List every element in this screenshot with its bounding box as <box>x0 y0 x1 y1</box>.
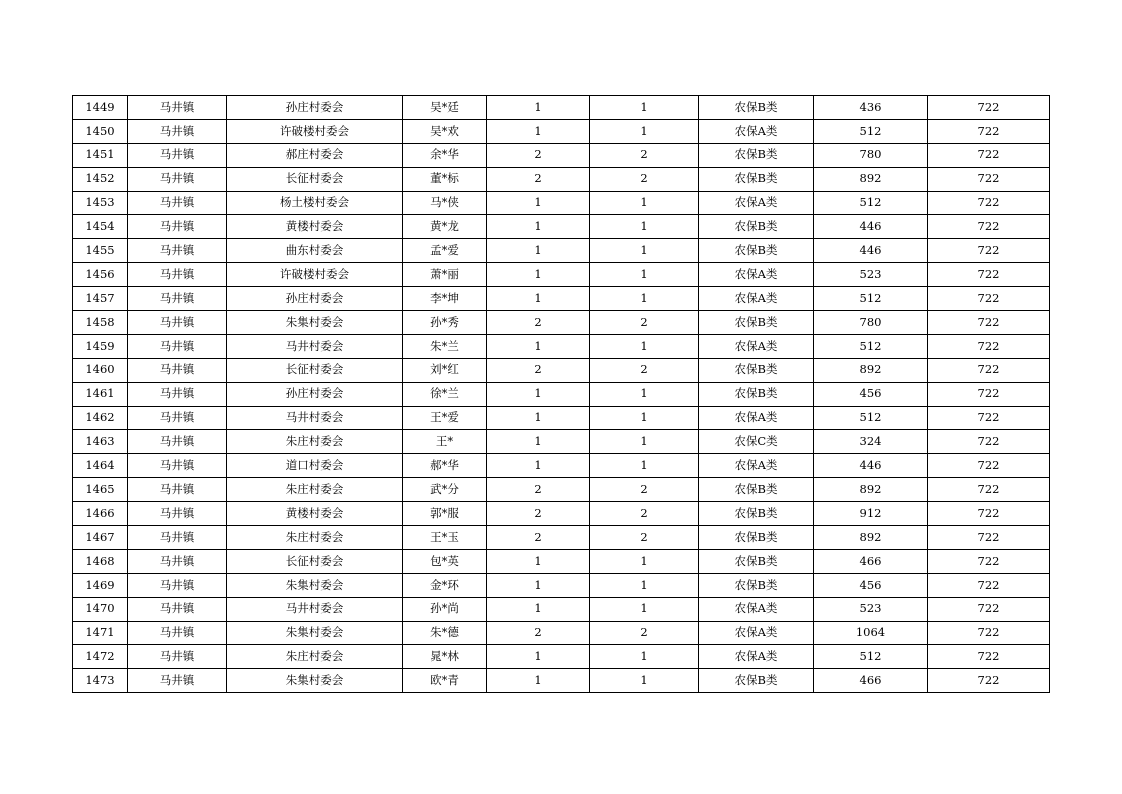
row-number-cell: 1451 <box>73 143 128 167</box>
person-count-cell: 1 <box>590 382 699 406</box>
amount-cell: 512 <box>814 406 928 430</box>
household-count-cell: 1 <box>487 430 590 454</box>
table-row <box>73 263 1050 287</box>
standard-cell: 722 <box>928 645 1050 669</box>
person-count-cell: 1 <box>590 406 699 430</box>
row-number-cell: 1471 <box>73 621 128 645</box>
household-count-cell: 1 <box>487 96 590 120</box>
town-cell: 马井镇 <box>128 526 227 550</box>
village-committee-cell: 孙庄村委会 <box>227 287 403 311</box>
table-row <box>73 573 1050 597</box>
name-cell: 王*爱 <box>403 406 487 430</box>
village-committee-cell: 道口村委会 <box>227 454 403 478</box>
amount-cell: 446 <box>814 215 928 239</box>
household-count-cell: 1 <box>487 191 590 215</box>
town-cell: 马井镇 <box>128 167 227 191</box>
name-cell: 武*分 <box>403 478 487 502</box>
row-number-cell: 1453 <box>73 191 128 215</box>
standard-cell: 722 <box>928 191 1050 215</box>
name-cell: 刘*红 <box>403 358 487 382</box>
town-cell: 马井镇 <box>128 215 227 239</box>
name-cell: 孟*爱 <box>403 239 487 263</box>
table-row <box>73 119 1050 143</box>
row-number-cell: 1460 <box>73 358 128 382</box>
category-cell: 农保B类 <box>699 239 814 263</box>
category-cell: 农保A类 <box>699 191 814 215</box>
amount-cell: 892 <box>814 478 928 502</box>
standard-cell: 722 <box>928 621 1050 645</box>
standard-cell: 722 <box>928 406 1050 430</box>
village-committee-cell: 许破楼村委会 <box>227 119 403 143</box>
row-number-cell: 1469 <box>73 573 128 597</box>
name-cell: 余*华 <box>403 143 487 167</box>
name-cell: 马*侠 <box>403 191 487 215</box>
household-count-cell: 1 <box>487 263 590 287</box>
category-cell: 农保B类 <box>699 143 814 167</box>
village-committee-cell: 马井村委会 <box>227 334 403 358</box>
person-count-cell: 2 <box>590 502 699 526</box>
row-number-cell: 1470 <box>73 597 128 621</box>
category-cell: 农保A类 <box>699 263 814 287</box>
name-cell: 黄*龙 <box>403 215 487 239</box>
town-cell: 马井镇 <box>128 263 227 287</box>
row-number-cell: 1455 <box>73 239 128 263</box>
name-cell: 孙*尚 <box>403 597 487 621</box>
category-cell: 农保B类 <box>699 526 814 550</box>
household-count-cell: 1 <box>487 573 590 597</box>
category-cell: 农保B类 <box>699 167 814 191</box>
town-cell: 马井镇 <box>128 454 227 478</box>
table-body <box>73 96 1050 693</box>
category-cell: 农保A类 <box>699 597 814 621</box>
name-cell: 朱*兰 <box>403 334 487 358</box>
name-cell: 欧*青 <box>403 669 487 693</box>
village-committee-cell: 曲东村委会 <box>227 239 403 263</box>
household-count-cell: 1 <box>487 669 590 693</box>
household-count-cell: 2 <box>487 502 590 526</box>
amount-cell: 523 <box>814 597 928 621</box>
amount-cell: 892 <box>814 526 928 550</box>
household-count-cell: 1 <box>487 119 590 143</box>
person-count-cell: 2 <box>590 478 699 502</box>
person-count-cell: 1 <box>590 287 699 311</box>
household-count-cell: 1 <box>487 334 590 358</box>
standard-cell: 722 <box>928 215 1050 239</box>
town-cell: 马井镇 <box>128 358 227 382</box>
table-row <box>73 334 1050 358</box>
category-cell: 农保B类 <box>699 549 814 573</box>
name-cell: 晁*林 <box>403 645 487 669</box>
row-number-cell: 1463 <box>73 430 128 454</box>
household-count-cell: 2 <box>487 167 590 191</box>
standard-cell: 722 <box>928 263 1050 287</box>
category-cell: 农保B类 <box>699 358 814 382</box>
town-cell: 马井镇 <box>128 239 227 263</box>
name-cell: 金*环 <box>403 573 487 597</box>
standard-cell: 722 <box>928 143 1050 167</box>
category-cell: 农保B类 <box>699 215 814 239</box>
village-committee-cell: 黄楼村委会 <box>227 502 403 526</box>
table-row <box>73 311 1050 335</box>
household-count-cell: 1 <box>487 382 590 406</box>
table-row <box>73 287 1050 311</box>
row-number-cell: 1472 <box>73 645 128 669</box>
table-row <box>73 454 1050 478</box>
town-cell: 马井镇 <box>128 382 227 406</box>
person-count-cell: 2 <box>590 621 699 645</box>
amount-cell: 466 <box>814 549 928 573</box>
town-cell: 马井镇 <box>128 287 227 311</box>
category-cell: 农保B类 <box>699 96 814 120</box>
village-committee-cell: 长征村委会 <box>227 358 403 382</box>
row-number-cell: 1467 <box>73 526 128 550</box>
household-count-cell: 2 <box>487 143 590 167</box>
row-number-cell: 1452 <box>73 167 128 191</box>
row-number-cell: 1449 <box>73 96 128 120</box>
category-cell: 农保A类 <box>699 119 814 143</box>
amount-cell: 456 <box>814 573 928 597</box>
village-committee-cell: 朱集村委会 <box>227 669 403 693</box>
amount-cell: 780 <box>814 143 928 167</box>
household-count-cell: 1 <box>487 287 590 311</box>
table-row <box>73 645 1050 669</box>
row-number-cell: 1454 <box>73 215 128 239</box>
person-count-cell: 1 <box>590 645 699 669</box>
amount-cell: 446 <box>814 454 928 478</box>
name-cell: 王*玉 <box>403 526 487 550</box>
town-cell: 马井镇 <box>128 430 227 454</box>
row-number-cell: 1473 <box>73 669 128 693</box>
standard-cell: 722 <box>928 96 1050 120</box>
category-cell: 农保B类 <box>699 382 814 406</box>
amount-cell: 456 <box>814 382 928 406</box>
table-row <box>73 239 1050 263</box>
village-committee-cell: 孙庄村委会 <box>227 96 403 120</box>
town-cell: 马井镇 <box>128 143 227 167</box>
table-row <box>73 406 1050 430</box>
person-count-cell: 1 <box>590 119 699 143</box>
person-count-cell: 2 <box>590 167 699 191</box>
row-number-cell: 1464 <box>73 454 128 478</box>
person-count-cell: 1 <box>590 669 699 693</box>
household-count-cell: 2 <box>487 358 590 382</box>
standard-cell: 722 <box>928 526 1050 550</box>
standard-cell: 722 <box>928 358 1050 382</box>
household-count-cell: 1 <box>487 454 590 478</box>
village-committee-cell: 朱集村委会 <box>227 573 403 597</box>
village-committee-cell: 朱庄村委会 <box>227 645 403 669</box>
household-count-cell: 1 <box>487 645 590 669</box>
row-number-cell: 1456 <box>73 263 128 287</box>
household-count-cell: 2 <box>487 311 590 335</box>
row-number-cell: 1459 <box>73 334 128 358</box>
category-cell: 农保A类 <box>699 334 814 358</box>
row-number-cell: 1465 <box>73 478 128 502</box>
standard-cell: 722 <box>928 454 1050 478</box>
town-cell: 马井镇 <box>128 406 227 430</box>
village-committee-cell: 杨土楼村委会 <box>227 191 403 215</box>
amount-cell: 1064 <box>814 621 928 645</box>
spreadsheet-page <box>72 95 1050 693</box>
household-count-cell: 1 <box>487 406 590 430</box>
table-row <box>73 215 1050 239</box>
category-cell: 农保B类 <box>699 573 814 597</box>
village-committee-cell: 孙庄村委会 <box>227 382 403 406</box>
village-committee-cell: 朱集村委会 <box>227 311 403 335</box>
category-cell: 农保A类 <box>699 645 814 669</box>
table-row <box>73 430 1050 454</box>
amount-cell: 512 <box>814 287 928 311</box>
category-cell: 农保B类 <box>699 311 814 335</box>
person-count-cell: 1 <box>590 239 699 263</box>
town-cell: 马井镇 <box>128 191 227 215</box>
row-number-cell: 1466 <box>73 502 128 526</box>
village-committee-cell: 黄楼村委会 <box>227 215 403 239</box>
town-cell: 马井镇 <box>128 573 227 597</box>
person-count-cell: 1 <box>590 334 699 358</box>
standard-cell: 722 <box>928 311 1050 335</box>
standard-cell: 722 <box>928 334 1050 358</box>
standard-cell: 722 <box>928 287 1050 311</box>
standard-cell: 722 <box>928 573 1050 597</box>
table-row <box>73 478 1050 502</box>
household-count-cell: 1 <box>487 215 590 239</box>
household-count-cell: 1 <box>487 549 590 573</box>
standard-cell: 722 <box>928 239 1050 263</box>
table-row <box>73 96 1050 120</box>
category-cell: 农保A类 <box>699 454 814 478</box>
row-number-cell: 1468 <box>73 549 128 573</box>
standard-cell: 722 <box>928 669 1050 693</box>
amount-cell: 436 <box>814 96 928 120</box>
table-row <box>73 143 1050 167</box>
table-row <box>73 502 1050 526</box>
standard-cell: 722 <box>928 119 1050 143</box>
person-count-cell: 1 <box>590 430 699 454</box>
village-committee-cell: 朱庄村委会 <box>227 478 403 502</box>
household-count-cell: 2 <box>487 478 590 502</box>
amount-cell: 324 <box>814 430 928 454</box>
village-committee-cell: 朱庄村委会 <box>227 430 403 454</box>
town-cell: 马井镇 <box>128 597 227 621</box>
name-cell: 董*标 <box>403 167 487 191</box>
name-cell: 吴*廷 <box>403 96 487 120</box>
town-cell: 马井镇 <box>128 669 227 693</box>
village-committee-cell: 长征村委会 <box>227 549 403 573</box>
row-number-cell: 1458 <box>73 311 128 335</box>
table-row <box>73 597 1050 621</box>
person-count-cell: 1 <box>590 597 699 621</box>
village-committee-cell: 长征村委会 <box>227 167 403 191</box>
person-count-cell: 1 <box>590 96 699 120</box>
household-count-cell: 1 <box>487 597 590 621</box>
table-row <box>73 526 1050 550</box>
amount-cell: 446 <box>814 239 928 263</box>
town-cell: 马井镇 <box>128 549 227 573</box>
village-committee-cell: 许破楼村委会 <box>227 263 403 287</box>
category-cell: 农保A类 <box>699 287 814 311</box>
village-committee-cell: 朱庄村委会 <box>227 526 403 550</box>
table-row <box>73 669 1050 693</box>
person-count-cell: 2 <box>590 143 699 167</box>
data-table <box>72 95 1050 693</box>
town-cell: 马井镇 <box>128 119 227 143</box>
amount-cell: 523 <box>814 263 928 287</box>
standard-cell: 722 <box>928 549 1050 573</box>
table-row <box>73 191 1050 215</box>
person-count-cell: 1 <box>590 215 699 239</box>
name-cell: 包*英 <box>403 549 487 573</box>
amount-cell: 512 <box>814 191 928 215</box>
household-count-cell: 2 <box>487 526 590 550</box>
name-cell: 孙*秀 <box>403 311 487 335</box>
amount-cell: 892 <box>814 167 928 191</box>
name-cell: 郝*华 <box>403 454 487 478</box>
person-count-cell: 1 <box>590 454 699 478</box>
amount-cell: 892 <box>814 358 928 382</box>
standard-cell: 722 <box>928 502 1050 526</box>
table-row <box>73 382 1050 406</box>
name-cell: 徐*兰 <box>403 382 487 406</box>
table-row <box>73 358 1050 382</box>
category-cell: 农保B类 <box>699 502 814 526</box>
amount-cell: 512 <box>814 645 928 669</box>
person-count-cell: 1 <box>590 549 699 573</box>
person-count-cell: 2 <box>590 358 699 382</box>
standard-cell: 722 <box>928 382 1050 406</box>
town-cell: 马井镇 <box>128 645 227 669</box>
amount-cell: 466 <box>814 669 928 693</box>
town-cell: 马井镇 <box>128 478 227 502</box>
table-row <box>73 621 1050 645</box>
name-cell: 朱*德 <box>403 621 487 645</box>
standard-cell: 722 <box>928 597 1050 621</box>
name-cell: 萧*丽 <box>403 263 487 287</box>
amount-cell: 912 <box>814 502 928 526</box>
town-cell: 马井镇 <box>128 621 227 645</box>
row-number-cell: 1450 <box>73 119 128 143</box>
table-row <box>73 167 1050 191</box>
table-row <box>73 549 1050 573</box>
name-cell: 王* <box>403 430 487 454</box>
person-count-cell: 1 <box>590 191 699 215</box>
standard-cell: 722 <box>928 478 1050 502</box>
person-count-cell: 2 <box>590 311 699 335</box>
household-count-cell: 2 <box>487 621 590 645</box>
amount-cell: 780 <box>814 311 928 335</box>
town-cell: 马井镇 <box>128 334 227 358</box>
category-cell: 农保B类 <box>699 669 814 693</box>
person-count-cell: 2 <box>590 526 699 550</box>
village-committee-cell: 马井村委会 <box>227 597 403 621</box>
town-cell: 马井镇 <box>128 96 227 120</box>
name-cell: 郭*服 <box>403 502 487 526</box>
amount-cell: 512 <box>814 119 928 143</box>
village-committee-cell: 朱集村委会 <box>227 621 403 645</box>
name-cell: 李*坤 <box>403 287 487 311</box>
category-cell: 农保A类 <box>699 621 814 645</box>
household-count-cell: 1 <box>487 239 590 263</box>
name-cell: 吴*欢 <box>403 119 487 143</box>
category-cell: 农保A类 <box>699 406 814 430</box>
standard-cell: 722 <box>928 430 1050 454</box>
category-cell: 农保B类 <box>699 478 814 502</box>
town-cell: 马井镇 <box>128 311 227 335</box>
row-number-cell: 1461 <box>73 382 128 406</box>
row-number-cell: 1462 <box>73 406 128 430</box>
person-count-cell: 1 <box>590 573 699 597</box>
category-cell: 农保C类 <box>699 430 814 454</box>
village-committee-cell: 马井村委会 <box>227 406 403 430</box>
row-number-cell: 1457 <box>73 287 128 311</box>
amount-cell: 512 <box>814 334 928 358</box>
village-committee-cell: 郝庄村委会 <box>227 143 403 167</box>
standard-cell: 722 <box>928 167 1050 191</box>
town-cell: 马井镇 <box>128 502 227 526</box>
person-count-cell: 1 <box>590 263 699 287</box>
